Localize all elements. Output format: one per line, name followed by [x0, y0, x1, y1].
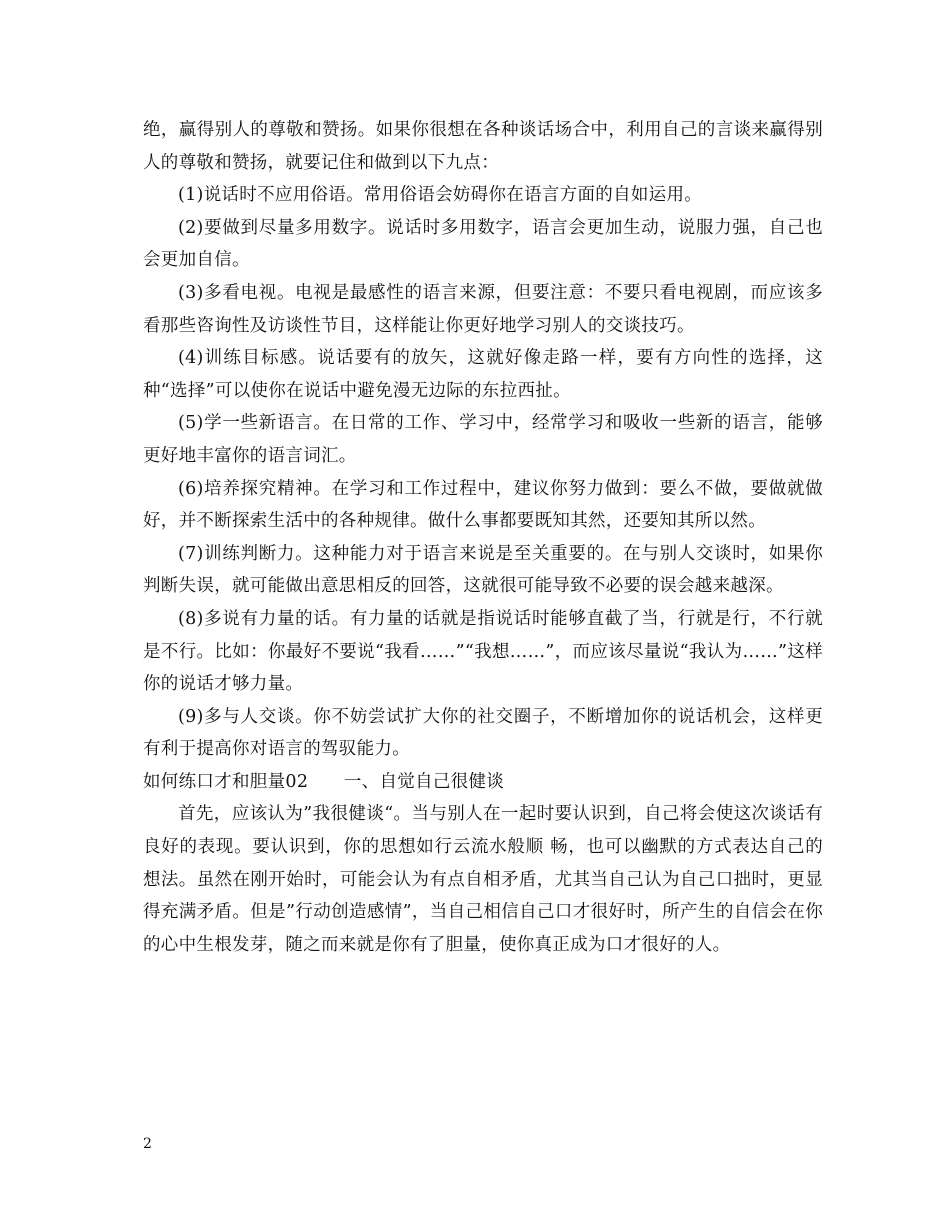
paragraph-point-6: (6)培养探究精神。在学习和工作过程中，建议你努力做到：要么不做，要做就做好，并不断探索生活中的各种规律。做什么事都要既知其然，还要知其所以然。 — [143, 478, 823, 532]
paragraph-section-body: 首先，应该认为”我很健谈“。当与别人在一起时要认识到，自己将会使这次谈话有良好的表现。要认识到，你的思想如行云流水般顺 畅，也可以幽默的方式表达自己的想法。虽然在刚开始时，可能会认为有点自相矛盾，尤其当自己认为自己口拙时，更显得充满矛盾。但是”行动创造感情”，当自己相信自己口才很好时，所产生的自信会在你的心中生根发芽，随之而来就是你有了胆量，使你真正成为口才很好的人。 — [143, 804, 823, 955]
paragraph-continuation: 绝，赢得别人的尊敬和赞扬。如果你很想在各种谈话场合中，利用自己的言谈来赢得别人的尊敬和赞扬，就要记住和做到以下九点： — [143, 120, 823, 173]
section-heading: 如何练口才和胆量02 一、自觉自己很健谈 — [143, 771, 505, 792]
paragraph-point-3: (3)多看电视。电视是最感性的语言来源，但要注意：不要只看电视剧，而应该多看那些咨询性及访谈性节目，这样能让你更好地学习别人的交谈技巧。 — [143, 282, 823, 336]
document-body — [143, 114, 823, 961]
paragraph-point-7: (7)训练判断力。这种能力对于语言来说是至关重要的。在与别人交谈时，如果你判断失误，就可能做出意思相反的回答，这就很可能导致不必要的误会越来越深。 — [143, 543, 823, 597]
paragraph-point-2: (2)要做到尽量多用数字。说话时多用数字，语言会更加生动，说服力强，自己也会更加自信。 — [143, 217, 823, 271]
page-number: 2 — [143, 1136, 152, 1152]
paragraph-point-1: (1)说话时不应用俗语。常用俗语会妨碍你在语言方面的自如运用。 — [178, 185, 703, 206]
paragraph-point-4: (4)训练目标感。说话要有的放矢，这就好像走路一样，要有方向性的选择，这种“选择”可以使你在说话中避免漫无边际的东拉西扯。 — [143, 348, 823, 401]
paragraph-point-8: (8)多说有力量的话。有力量的话就是指说话时能够直截了当，行就是行，不行就是不行。比如：你最好不要说“我看……”“我想……”，而应该尽量说“我认为……”这样你的说话才够力量。 — [143, 608, 823, 695]
paragraph-point-5: (5)学一些新语言。在日常的工作、学习中，经常学习和吸收一些新的语言，能够更好地丰富你的语言词汇。 — [143, 413, 823, 466]
paragraph-point-9: (9)多与人交谈。你不妨尝试扩大你的社交圈子，不断增加你的说话机会，这样更有利于提高你对语言的驾驭能力。 — [143, 706, 823, 760]
